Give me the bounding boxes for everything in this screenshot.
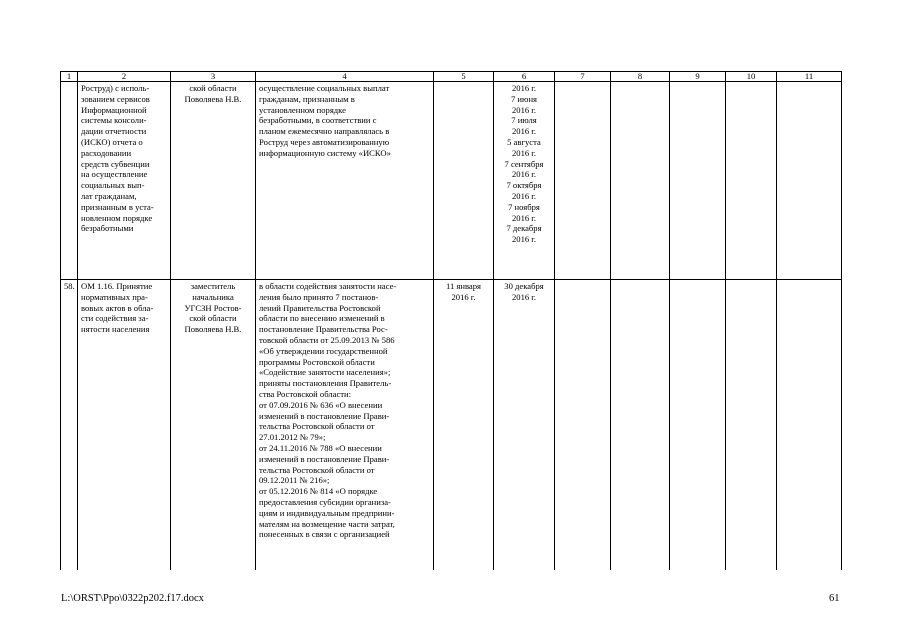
empty-cell (670, 82, 726, 280)
table-row (61, 82, 842, 280)
cell-line: информационную систему «ИСКО» (259, 147, 391, 158)
cell-line: изменений в постановление Прави- (259, 410, 390, 421)
cell-line: нормативных пра- (81, 291, 148, 302)
cell-line: установленном порядке (259, 104, 346, 115)
cell-line: изменений в постановление Прави- (259, 453, 390, 464)
cell-line: новленном порядке (81, 212, 153, 223)
cell-line: приняты постановления Правитель- (259, 378, 392, 389)
cell-line: 2016 г. (511, 190, 537, 201)
empty-cell (777, 280, 842, 571)
cell-line: гражданам, признанным в (259, 93, 355, 104)
cell-line: 7 июля (511, 115, 537, 126)
cell-line: вовых актов в обла- (81, 302, 154, 313)
measure-cell (78, 82, 171, 280)
cell-line: циям и индивидуальным предприни- (259, 507, 395, 518)
column-header: 11 (777, 72, 842, 82)
cell-line: Роструд) с исполь- (81, 83, 150, 93)
cell-line: тельства Ростовской области от (259, 464, 375, 475)
empty-cell (726, 82, 777, 280)
cell-line: от 24.11.2016 № 788 «О внесении (259, 442, 382, 453)
cell-line: 2016 г. (511, 83, 537, 93)
cell-line: от 05.12.2016 № 814 «О порядке (259, 486, 378, 497)
cell-line: сти содействия за- (81, 313, 149, 324)
column-header: 6 (494, 72, 555, 82)
row-number-cell (61, 82, 78, 280)
cell-line: на осуществление (81, 169, 148, 180)
cell-line: от 07.09.2016 № 636 «О внесении (259, 399, 383, 410)
cell-line: (ИСКО) отчета о (81, 136, 143, 147)
cell-line: 27.01.2012 № 79»; (259, 432, 326, 443)
cell-line: безработными (81, 223, 134, 234)
cell-line: 2016 г. (511, 147, 537, 158)
column-header: 10 (726, 72, 777, 82)
cell-line: расходовании (81, 147, 132, 158)
row-number-cell: 58. (61, 280, 78, 571)
cell-line: мателям на возмещение части затрат, (259, 518, 395, 529)
cell-line: 7 ноября (508, 201, 540, 212)
responsible-cell (171, 82, 256, 280)
empty-cell (555, 82, 611, 280)
column-header: 5 (434, 72, 494, 82)
result-cell (256, 82, 434, 280)
report-table (60, 71, 842, 570)
cell-line: 30 декабря (504, 281, 544, 291)
cell-line: лат гражданам, (81, 190, 137, 201)
cell-line: дации отчетности (81, 126, 147, 137)
cell-line: планом ежемесячно направлялась в (259, 126, 390, 137)
column-header: 1 (61, 72, 78, 82)
cell-line: безработными, в соответствии с (259, 115, 377, 126)
cell-line: 7 октября (506, 180, 542, 191)
end-date-cell (494, 82, 555, 280)
empty-cell (555, 280, 611, 571)
cell-line: осуществление социальных выплат (259, 83, 390, 93)
cell-line: Информационной (81, 104, 147, 115)
footer-file-path: L:\ORST\Ppo\0322p202.f17.docx (61, 593, 204, 604)
cell-line: заместитель (190, 281, 236, 291)
cell-line: 2016 г. (511, 234, 537, 245)
empty-cell (777, 82, 842, 280)
cell-line: ства Ростовской области: (259, 388, 352, 399)
cell-line: 7 июня (510, 93, 538, 104)
empty-cell (726, 280, 777, 571)
result-cell (256, 280, 434, 571)
page-number: 61 (829, 593, 840, 604)
cell-line: 2016 г. (511, 126, 537, 137)
cell-line: социальных вып- (81, 180, 145, 191)
cell-line: системы консоли- (81, 115, 147, 126)
column-header: 7 (555, 72, 611, 82)
column-header: 8 (611, 72, 670, 82)
cell-line: 11 января (446, 281, 481, 291)
responsible-cell (171, 280, 256, 571)
start-date-cell (434, 82, 494, 280)
cell-line: «Об утверждении государственной (259, 345, 388, 356)
cell-line: товской области от 25.09.2013 № 586 (259, 334, 395, 345)
cell-line: Поволяева Н.В. (184, 324, 242, 335)
table-row (61, 280, 842, 571)
cell-line: лений Правительства Ростовской (259, 302, 381, 313)
cell-line: тельства Ростовской области от (259, 421, 375, 432)
cell-line: 2016 г. (451, 291, 476, 302)
cell-line: средств субвенции (81, 158, 150, 169)
cell-line: признанным в уста- (81, 201, 154, 212)
cell-line: 2016 г. (511, 169, 537, 180)
cell-line: ления было принято 7 постанов- (259, 291, 379, 302)
cell-line: Поволяева Н.В. (184, 93, 242, 104)
empty-cell (611, 280, 670, 571)
start-date-cell (434, 280, 494, 571)
cell-line: УГСЗН Ростов- (184, 302, 242, 313)
column-header: 4 (256, 72, 434, 82)
column-number-header-row (61, 72, 842, 82)
cell-line: 7 декабря (506, 223, 542, 234)
cell-line: 7 сентября (504, 158, 544, 169)
cell-line: постановление Правительства Рос- (259, 324, 388, 335)
column-header: 3 (171, 72, 256, 82)
cell-line: в области содействия занятости насе- (259, 281, 397, 291)
cell-line: начальника (192, 291, 234, 302)
cell-line: 2016 г. (511, 212, 537, 223)
cell-line: ской области (189, 83, 237, 93)
column-header: 9 (670, 72, 726, 82)
cell-line: зованием сервисов (81, 93, 150, 104)
cell-line: программы Ростовской области (259, 356, 375, 367)
end-date-cell (494, 280, 555, 571)
measure-cell (78, 280, 171, 571)
cell-line: предоставления субсидии организа- (259, 496, 391, 507)
empty-cell (611, 82, 670, 280)
cell-line: Роструд через автоматизированную (259, 136, 390, 147)
cell-line: области по внесению изменений в (259, 313, 385, 324)
cell-line: 2016 г. (511, 291, 537, 302)
column-header: 2 (78, 72, 171, 82)
cell-line: «Содействие занятости населения»; (259, 367, 391, 378)
cell-line: 5 августа (507, 136, 541, 147)
cell-line: ской области (189, 313, 237, 324)
cell-line: понесенных в связи с организацией (259, 529, 390, 540)
cell-line: 09.12.2011 № 216»; (259, 475, 330, 486)
cell-line: 2016 г. (511, 104, 537, 115)
cell-line: нятости населения (81, 324, 150, 335)
empty-cell (670, 280, 726, 571)
cell-line: ОМ 1.16. Принятие (81, 281, 153, 291)
